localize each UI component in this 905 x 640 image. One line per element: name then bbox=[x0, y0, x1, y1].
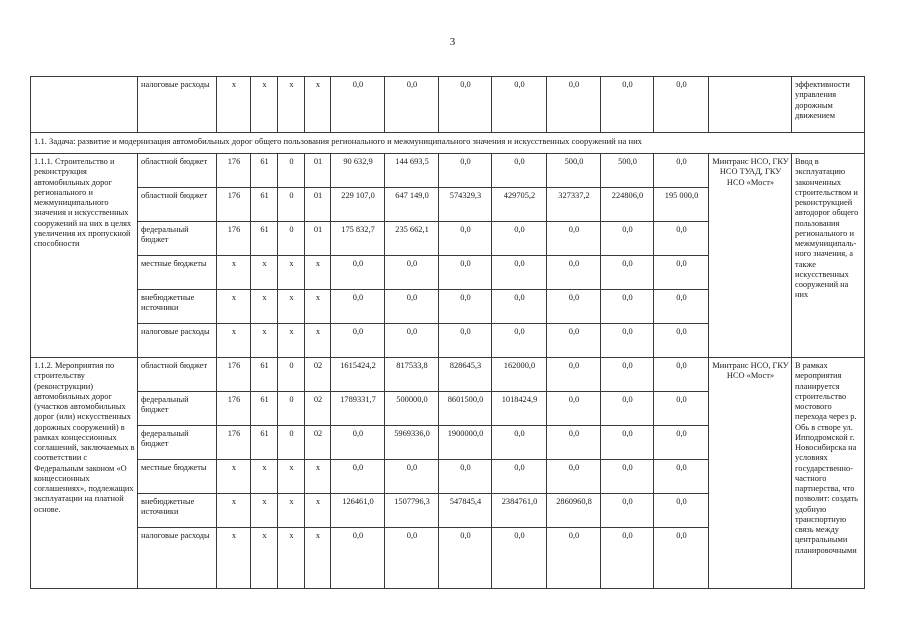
value-cell: 224806,0 bbox=[601, 188, 654, 222]
page-number: 3 bbox=[449, 36, 456, 48]
value-cell: 144 693,5 bbox=[385, 154, 439, 188]
value-cell: 0,0 bbox=[385, 77, 439, 133]
value-cell: 0,0 bbox=[601, 528, 654, 589]
code-cell: 61 bbox=[251, 222, 278, 256]
source-cell: налоговые расходы bbox=[138, 77, 217, 133]
code-cell: х bbox=[217, 77, 251, 133]
value-cell: 574329,3 bbox=[439, 188, 492, 222]
source-cell: налоговые расходы bbox=[138, 324, 217, 358]
value-cell: 5969336,0 bbox=[385, 426, 439, 460]
value-cell: 0,0 bbox=[331, 256, 385, 290]
code-cell: 176 bbox=[217, 154, 251, 188]
code-cell: 176 bbox=[217, 426, 251, 460]
value-cell: 126461,0 bbox=[331, 494, 385, 528]
value-cell: 0,0 bbox=[654, 392, 709, 426]
value-cell: 0,0 bbox=[601, 358, 654, 392]
source-cell: областной бюджет bbox=[138, 358, 217, 392]
value-cell: 0,0 bbox=[547, 324, 601, 358]
code-cell: х bbox=[217, 324, 251, 358]
value-cell: 0,0 bbox=[654, 426, 709, 460]
source-cell: местные бюджеты bbox=[138, 256, 217, 290]
code-cell: 02 bbox=[305, 392, 331, 426]
value-cell: 0,0 bbox=[331, 460, 385, 494]
value-cell: 0,0 bbox=[654, 154, 709, 188]
value-cell: 0,0 bbox=[601, 324, 654, 358]
executor-cell bbox=[709, 77, 792, 133]
value-cell: 8601500,0 bbox=[439, 392, 492, 426]
code-cell: х bbox=[251, 494, 278, 528]
code-cell: 176 bbox=[217, 358, 251, 392]
value-cell: 2860960,8 bbox=[547, 494, 601, 528]
value-cell: 0,0 bbox=[385, 290, 439, 324]
value-cell: 0,0 bbox=[601, 77, 654, 133]
code-cell: 0 bbox=[278, 154, 305, 188]
value-cell: 0,0 bbox=[601, 494, 654, 528]
value-cell: 0,0 bbox=[385, 460, 439, 494]
value-cell: 0,0 bbox=[547, 528, 601, 589]
value-cell: 0,0 bbox=[492, 154, 547, 188]
source-cell: внебюджетные источники bbox=[138, 290, 217, 324]
value-cell: 0,0 bbox=[331, 324, 385, 358]
value-cell: 1615424,2 bbox=[331, 358, 385, 392]
value-cell: 0,0 bbox=[439, 256, 492, 290]
value-cell: 195 000,0 bbox=[654, 188, 709, 222]
code-cell: х bbox=[305, 528, 331, 589]
value-cell: 0,0 bbox=[654, 324, 709, 358]
code-cell: х bbox=[251, 77, 278, 133]
code-cell: х bbox=[251, 528, 278, 589]
value-cell: 0,0 bbox=[439, 154, 492, 188]
value-cell: 2384761,0 bbox=[492, 494, 547, 528]
code-cell: 176 bbox=[217, 392, 251, 426]
value-cell: 0,0 bbox=[492, 528, 547, 589]
value-cell: 817533,8 bbox=[385, 358, 439, 392]
value-cell: 0,0 bbox=[439, 460, 492, 494]
code-cell: 0 bbox=[278, 188, 305, 222]
value-cell: 0,0 bbox=[439, 290, 492, 324]
value-cell: 547845,4 bbox=[439, 494, 492, 528]
value-cell: 0,0 bbox=[331, 528, 385, 589]
value-cell: 0,0 bbox=[601, 460, 654, 494]
code-cell: х bbox=[278, 324, 305, 358]
value-cell: 0,0 bbox=[601, 222, 654, 256]
value-cell: 0,0 bbox=[601, 426, 654, 460]
code-cell: х bbox=[305, 324, 331, 358]
value-cell: 0,0 bbox=[654, 460, 709, 494]
value-cell: 235 662,1 bbox=[385, 222, 439, 256]
code-cell: х bbox=[278, 460, 305, 494]
value-cell: 0,0 bbox=[547, 290, 601, 324]
activity-cell: 1.1.2. Мероприятия по строительству (реконструкции) автомобильных дорог (участков автомобильных дорог (или) искусственных дорожных сооружений) в рамках концессионных соглашений, заключаемых в соответствии с Федеральным законом «О концессионных соглашениях», подлежащих эксплуатации на платной основе. bbox=[31, 358, 138, 589]
code-cell: 61 bbox=[251, 426, 278, 460]
code-cell: х bbox=[278, 494, 305, 528]
table-row bbox=[31, 154, 865, 188]
code-cell: 01 bbox=[305, 154, 331, 188]
value-cell: 0,0 bbox=[439, 222, 492, 256]
value-cell: 0,0 bbox=[331, 426, 385, 460]
code-cell: х bbox=[305, 460, 331, 494]
value-cell: 0,0 bbox=[547, 77, 601, 133]
code-cell: 01 bbox=[305, 222, 331, 256]
funding-table bbox=[30, 76, 865, 589]
code-cell: х bbox=[251, 290, 278, 324]
value-cell: 1018424,9 bbox=[492, 392, 547, 426]
value-cell: 500,0 bbox=[601, 154, 654, 188]
code-cell: 61 bbox=[251, 392, 278, 426]
source-cell: федеральный бюджет bbox=[138, 426, 217, 460]
code-cell: х bbox=[278, 256, 305, 290]
value-cell: 0,0 bbox=[654, 358, 709, 392]
value-cell: 500000,0 bbox=[385, 392, 439, 426]
value-cell: 0,0 bbox=[654, 290, 709, 324]
value-cell: 0,0 bbox=[547, 426, 601, 460]
value-cell: 229 107,0 bbox=[331, 188, 385, 222]
task-row bbox=[31, 133, 865, 154]
code-cell: 61 bbox=[251, 358, 278, 392]
value-cell: 1900000,0 bbox=[439, 426, 492, 460]
code-cell: х bbox=[305, 494, 331, 528]
activity-cell bbox=[31, 77, 138, 133]
code-cell: х bbox=[278, 290, 305, 324]
value-cell: 90 632,9 bbox=[331, 154, 385, 188]
code-cell: х bbox=[305, 77, 331, 133]
value-cell: 0,0 bbox=[492, 256, 547, 290]
value-cell: 0,0 bbox=[547, 460, 601, 494]
code-cell: х bbox=[251, 324, 278, 358]
code-cell: 61 bbox=[251, 188, 278, 222]
code-cell: 02 bbox=[305, 358, 331, 392]
code-cell: 0 bbox=[278, 222, 305, 256]
value-cell: 0,0 bbox=[547, 358, 601, 392]
executor-cell: Минтранс НСО, ГКУ НСО ТУАД, ГКУ НСО «Мост» bbox=[709, 154, 792, 358]
value-cell: 162000,0 bbox=[492, 358, 547, 392]
value-cell: 0,0 bbox=[492, 290, 547, 324]
result-cell: эффективности управления дорожным движением bbox=[792, 77, 865, 133]
code-cell: х bbox=[217, 494, 251, 528]
value-cell: 0,0 bbox=[492, 222, 547, 256]
value-cell: 0,0 bbox=[439, 528, 492, 589]
code-cell: х bbox=[251, 460, 278, 494]
code-cell: х bbox=[305, 256, 331, 290]
source-cell: областной бюджет bbox=[138, 188, 217, 222]
code-cell: х bbox=[278, 528, 305, 589]
value-cell: 0,0 bbox=[654, 494, 709, 528]
value-cell: 0,0 bbox=[601, 392, 654, 426]
code-cell: х bbox=[278, 77, 305, 133]
value-cell: 1507796,3 bbox=[385, 494, 439, 528]
source-cell: федеральный бюджет bbox=[138, 392, 217, 426]
value-cell: 1789331,7 bbox=[331, 392, 385, 426]
value-cell: 0,0 bbox=[492, 77, 547, 133]
value-cell: 0,0 bbox=[331, 290, 385, 324]
value-cell: 0,0 bbox=[492, 324, 547, 358]
value-cell: 0,0 bbox=[547, 256, 601, 290]
code-cell: 0 bbox=[278, 392, 305, 426]
value-cell: 647 149,0 bbox=[385, 188, 439, 222]
source-cell: местные бюджеты bbox=[138, 460, 217, 494]
funding-table-body bbox=[31, 77, 865, 589]
code-cell: 01 bbox=[305, 188, 331, 222]
activity-cell: 1.1.1. Строительство и реконструкция автомобильных дорог регионального и межмуниципального значения и искусственных сооружений на них в целях увеличения их пропускной способности bbox=[31, 154, 138, 358]
table-row bbox=[31, 77, 865, 133]
value-cell: 0,0 bbox=[547, 222, 601, 256]
source-cell: областной бюджет bbox=[138, 154, 217, 188]
code-cell: 176 bbox=[217, 222, 251, 256]
value-cell: 429705,2 bbox=[492, 188, 547, 222]
value-cell: 0,0 bbox=[439, 77, 492, 133]
value-cell: 0,0 bbox=[385, 528, 439, 589]
value-cell: 0,0 bbox=[601, 256, 654, 290]
value-cell: 0,0 bbox=[654, 222, 709, 256]
value-cell: 0,0 bbox=[439, 324, 492, 358]
value-cell: 0,0 bbox=[654, 528, 709, 589]
value-cell: 0,0 bbox=[385, 324, 439, 358]
value-cell: 327337,2 bbox=[547, 188, 601, 222]
code-cell: х bbox=[217, 290, 251, 324]
code-cell: 176 bbox=[217, 188, 251, 222]
result-cell: Ввод в эксплуатацию законченных строительством и реконструкцией автодорог общего пользования регионального и межмуниципаль-ного значения, а также искусственных сооружений на них bbox=[792, 154, 865, 358]
value-cell: 175 832,7 bbox=[331, 222, 385, 256]
source-cell: налоговые расходы bbox=[138, 528, 217, 589]
code-cell: х bbox=[305, 290, 331, 324]
code-cell: х bbox=[251, 256, 278, 290]
source-cell: внебюджетные источники bbox=[138, 494, 217, 528]
code-cell: х bbox=[217, 460, 251, 494]
executor-cell: Минтранс НСО, ГКУ НСО «Мост» bbox=[709, 358, 792, 589]
code-cell: 02 bbox=[305, 426, 331, 460]
code-cell: х bbox=[217, 256, 251, 290]
code-cell: 0 bbox=[278, 426, 305, 460]
value-cell: 0,0 bbox=[654, 256, 709, 290]
task-heading: 1.1. Задача: развитие и модернизация автомобильных дорог общего пользования регионального и межмуниципального значения и искусственных сооружений на них bbox=[31, 133, 865, 154]
value-cell: 0,0 bbox=[654, 77, 709, 133]
result-cell: В рамках мероприятия планируется строительство мостового перехода через р. Обь в створе ул. Ипподромской г. Новосибирска на условиях государственно-частного партнерства, что позволит: создать удобную транспортную связь между центральными планировочными bbox=[792, 358, 865, 589]
value-cell: 500,0 bbox=[547, 154, 601, 188]
value-cell: 0,0 bbox=[385, 256, 439, 290]
code-cell: 61 bbox=[251, 154, 278, 188]
value-cell: 0,0 bbox=[331, 77, 385, 133]
value-cell: 0,0 bbox=[492, 426, 547, 460]
code-cell: х bbox=[217, 528, 251, 589]
code-cell: 0 bbox=[278, 358, 305, 392]
value-cell: 0,0 bbox=[601, 290, 654, 324]
value-cell: 0,0 bbox=[547, 392, 601, 426]
value-cell: 828645,3 bbox=[439, 358, 492, 392]
table-row bbox=[31, 358, 865, 392]
value-cell: 0,0 bbox=[492, 460, 547, 494]
source-cell: федеральный бюджет bbox=[138, 222, 217, 256]
